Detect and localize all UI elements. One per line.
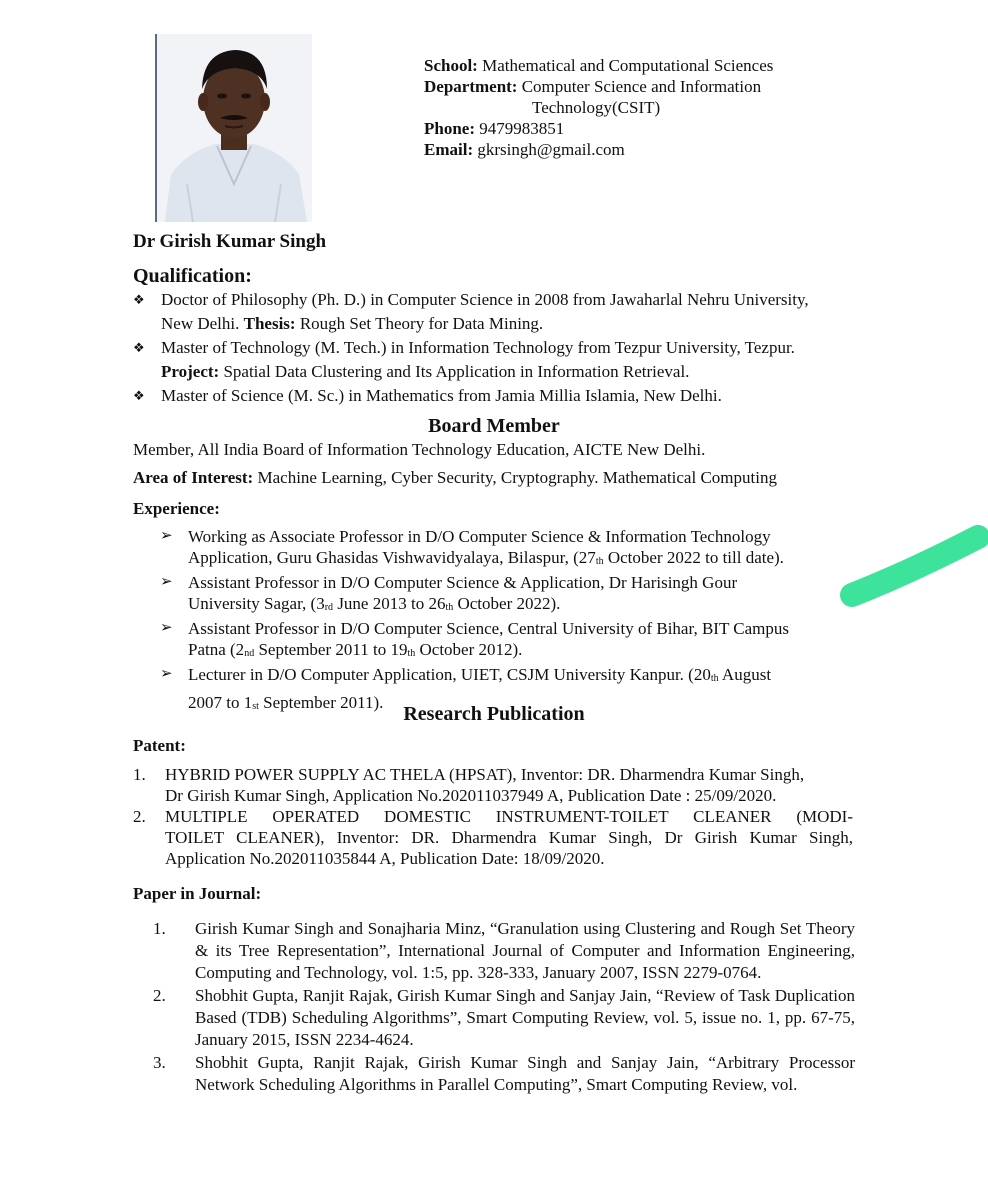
school-row xyxy=(424,55,773,76)
experience-heading: Experience: xyxy=(133,499,220,518)
board-text: Member, All India Board of Information Technology Education, AICTE New Delhi. xyxy=(133,440,706,459)
experience-item: ➢ Assistant Professor in D/O Computer Science & Application, Dr Harisingh Gour University Sagar, ($3_{rd}$ June 2013 to $26_{th}$ October 2022). xyxy=(160,573,738,613)
patent-heading: Patent: xyxy=(133,736,186,755)
diamond-bullet-icon: ❖ xyxy=(133,388,145,403)
email-label: Email: xyxy=(424,140,474,159)
diamond-bullet-icon: ❖ xyxy=(133,340,145,355)
journal-item: 2. Shobhit Gupta, Ranjit Rajak, Girish Kumar Singh and Sanjay Jain, “Review of Task Duplication Based (TDB) Scheduling Algorithms”, Smart Computing Review, vol. 5, issue no. 1, pp. 67-75, January 2015, ISSN 2234-4624. xyxy=(153,986,855,1049)
email-row xyxy=(424,139,773,160)
qualification-item: ❖ Master of Science (M. Sc.) in Mathematics from Jamia Millia Islamia, New Delhi. xyxy=(133,384,863,408)
school-label: School: xyxy=(424,56,478,75)
arrow-bullet-icon: ➢ xyxy=(160,528,173,544)
arrow-bullet-icon: ➢ xyxy=(160,620,173,636)
interest-label: Area of Interest: xyxy=(133,468,254,487)
diamond-bullet-icon: ❖ xyxy=(133,292,145,307)
department-value-continued: Technology(CSIT) xyxy=(532,98,661,117)
phone-row xyxy=(424,118,773,139)
qualification-list xyxy=(133,288,863,408)
highlighter-mark xyxy=(838,515,988,615)
research-heading: Research Publication xyxy=(403,703,585,725)
email-value: gkrsingh@gmail.com xyxy=(477,140,625,159)
journal-item: 1. Girish Kumar Singh and Sonajharia Minz, “Granulation using Clustering and Rough Set Theory & its Tree Representation”, International Journal of Computer and Information Engineering, Computing and Technology, vol. 1:5, pp. 328-333, January 2007, ISSN 2279-0764. xyxy=(153,919,855,982)
patent-list xyxy=(133,764,853,869)
board-heading: Board Member xyxy=(428,415,560,437)
profile-photo xyxy=(155,34,312,222)
patent-item: 2. MULTIPLE OPERATED DOMESTIC INSTRUMENT-TOILET CLEANER (MODI- TOILET CLEANER), Inventor: DR. Dharmendra Kumar Singh, Dr Girish Kumar Singh, Application No.202011035844 A, Publication Date: 18/09/2020. xyxy=(133,807,853,868)
phone-value: 9479983851 xyxy=(479,119,565,138)
experience-item: ➢ Working as Associate Professor in D/O Computer Science & Information Technology Application, Guru Ghasidas Vishwavidyalaya, Bilaspur, ($27_{th}$ October 2022 to till date). xyxy=(160,527,784,567)
school-value: Mathematical and Computational Sciences xyxy=(482,56,774,75)
department-label: Department: xyxy=(424,77,518,96)
experience-item: ➢ Lecturer in D/O Computer Application, UIET, CSJM University Kanpur. ($20_{th}$ August 2007 to $1_{st}$ September 2011). xyxy=(160,665,772,712)
journal-heading: Paper in Journal: xyxy=(133,884,262,903)
interest-row xyxy=(133,466,777,489)
department-value: Computer Science and Information xyxy=(521,77,762,96)
experience-item: ➢ Assistant Professor in D/O Computer Science, Central University of Bihar, BIT Campus Patna ($2_{nd}$ September 2011 to $19_{th}$ October 2012). xyxy=(160,619,790,659)
patent-item: 1. HYBRID POWER SUPPLY AC THELA (HPSAT), Inventor: DR. Dharmendra Kumar Singh, Dr Girish Kumar Singh, Application No.202011037949 A, Publication Date : 25/09/2020. xyxy=(133,765,805,805)
arrow-bullet-icon: ➢ xyxy=(160,574,173,590)
person-portrait-icon xyxy=(157,34,312,222)
journal-item: 3. Shobhit Gupta, Ranjit Rajak, Girish Kumar Singh and Sanjay Jain, “Arbitrary Processor Network Scheduling Algorithms in Parallel Computing”, Smart Computing Review, vol. xyxy=(153,1053,855,1094)
person-name: Dr Girish Kumar Singh xyxy=(133,231,327,252)
arrow-bullet-icon: ➢ xyxy=(160,666,173,682)
qualification-item: ❖ Master of Technology (M. Tech.) in Information Technology from Tezpur University, Tezpur. Project: Spatial Data Clustering and Its Application in Information Retrieval. xyxy=(133,338,795,381)
contact-block xyxy=(424,55,773,160)
qualification-heading: Qualification: xyxy=(133,265,252,287)
interest-text: Machine Learning, Cyber Security, Cryptography. Mathematical Computing xyxy=(253,468,777,487)
qualification-item: ❖ Doctor of Philosophy (Ph. D.) in Computer Science in 2008 from Jawaharlal Nehru University, New Delhi. Thesis: Rough Set Theory for Data Mining. xyxy=(133,290,809,333)
experience-list xyxy=(160,526,850,717)
journal-list xyxy=(153,918,855,1097)
phone-label: Phone: xyxy=(424,119,475,138)
department-row xyxy=(424,76,773,97)
